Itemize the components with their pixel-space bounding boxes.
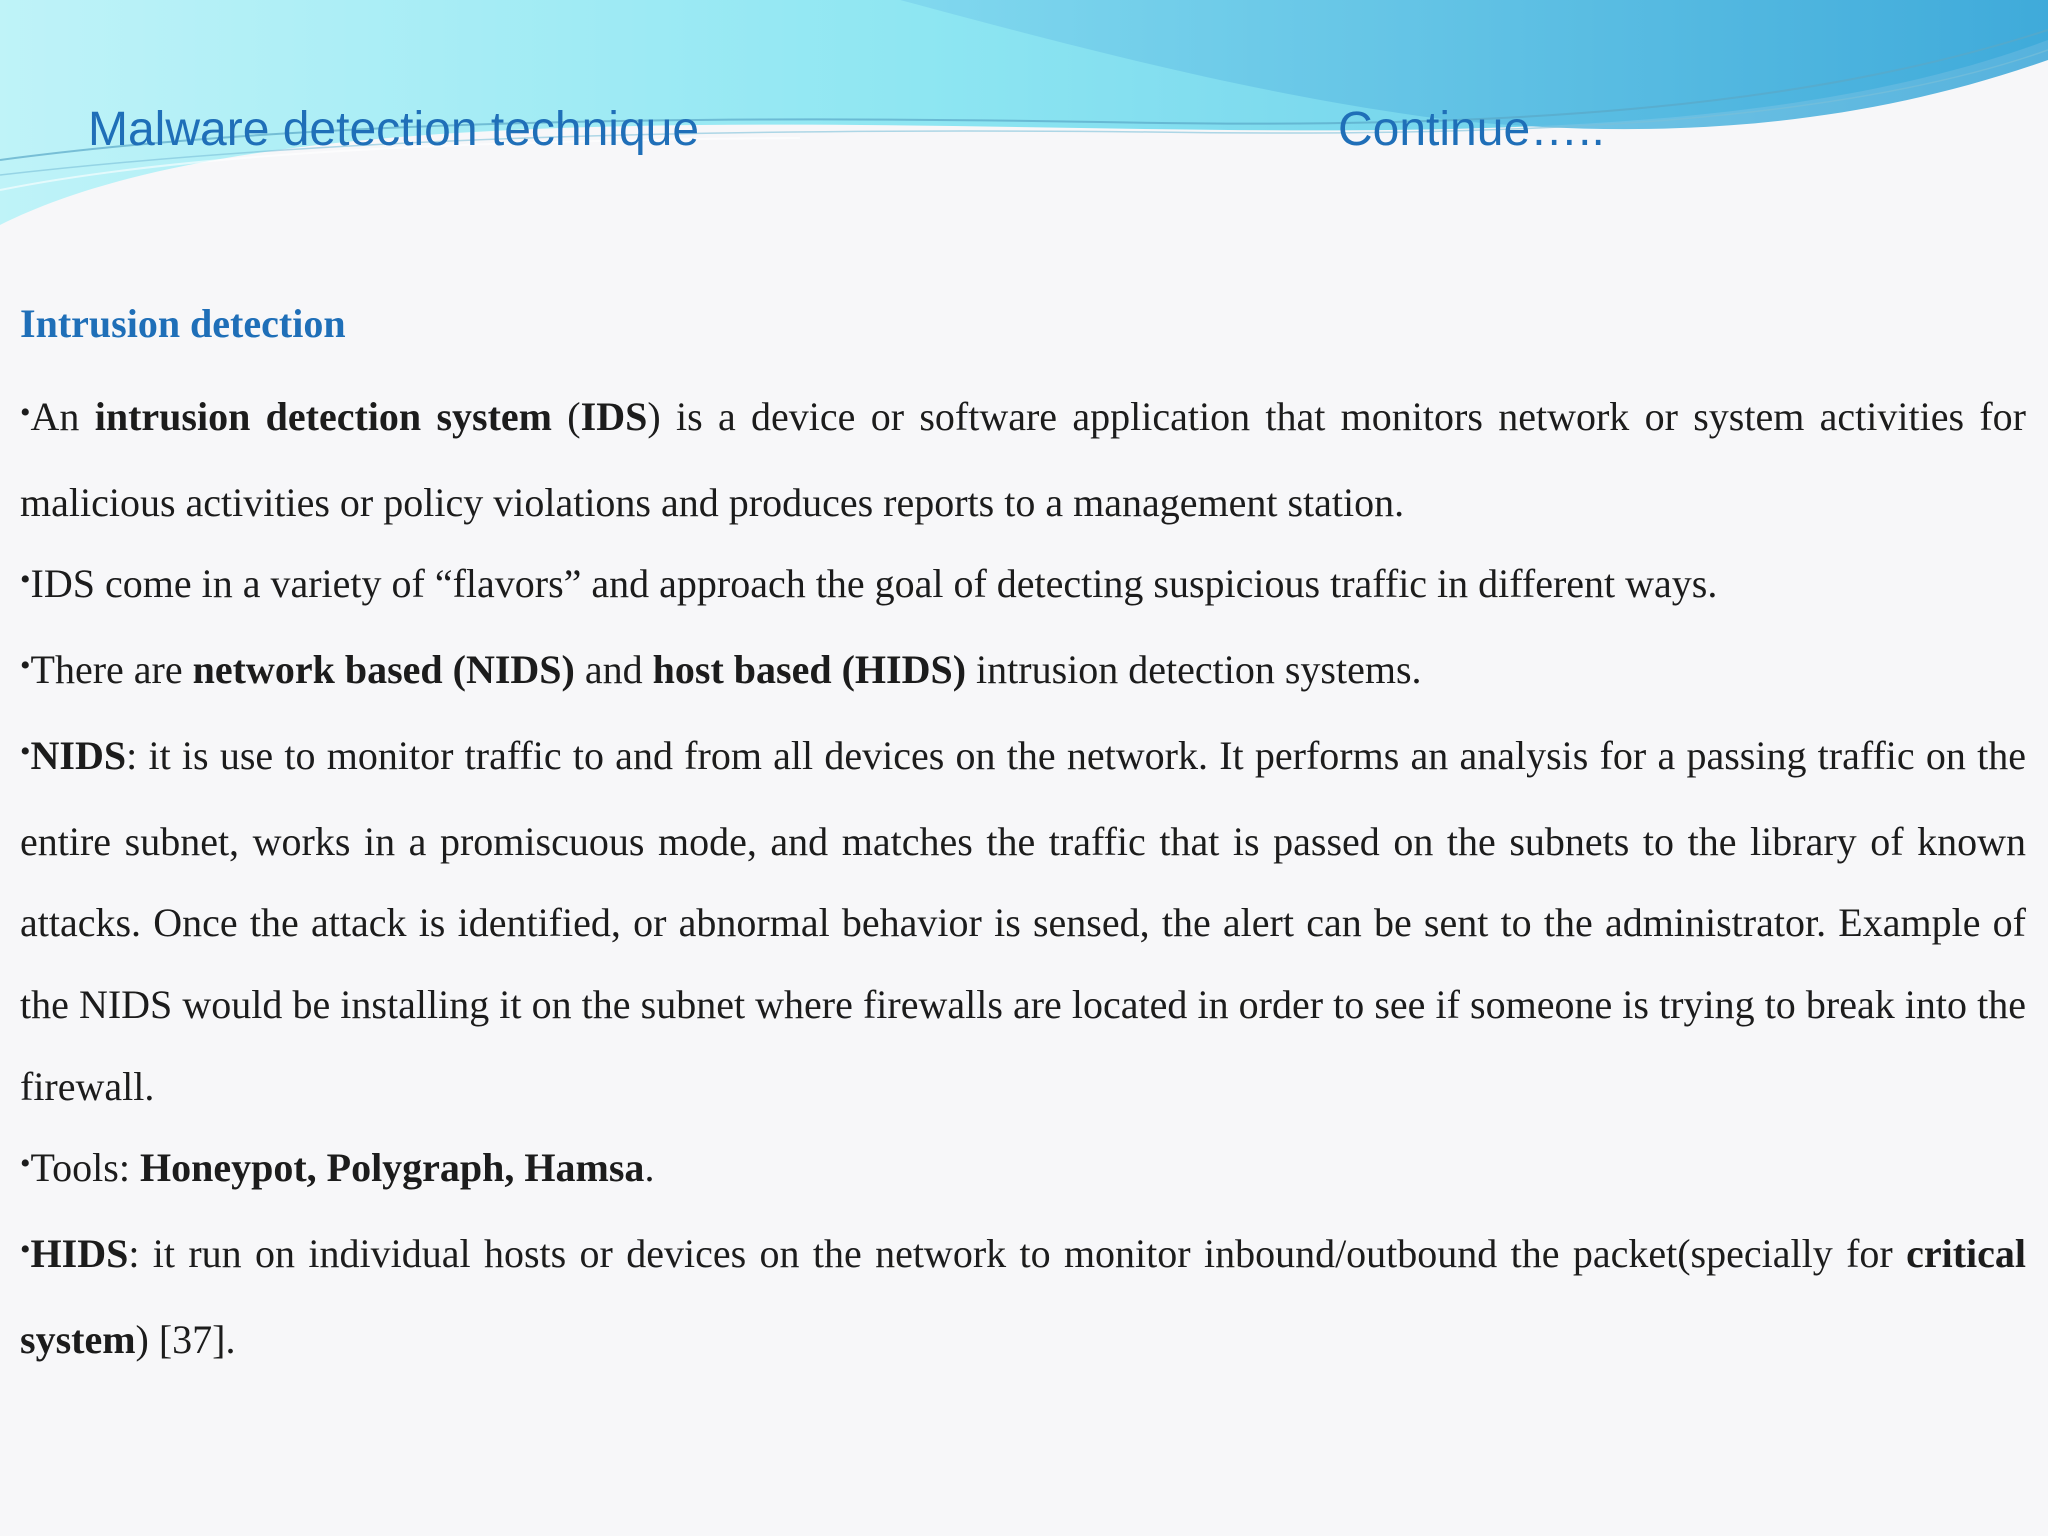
bullet-marker: • <box>20 1147 31 1181</box>
bold-text: NIDS <box>30 732 127 778</box>
bullet-marker: • <box>20 1233 31 1267</box>
text: IDS come in a variety of “flavors” and approach the goal of detecting suspicious traffic in different ways. <box>30 561 1718 607</box>
text: . <box>644 1145 655 1191</box>
text: ) [37]. <box>135 1316 236 1362</box>
text: There are <box>30 647 193 693</box>
bold-text: Honeypot, Polygraph, Hamsa <box>139 1145 645 1191</box>
bullet-hids <box>20 1213 2026 1380</box>
bullet-tools <box>20 1127 2026 1213</box>
text: ) is a device or software application that monitors network or system activities for malicious activities or policy violations and produces reports to a management station. <box>20 394 2026 525</box>
bullet-nids <box>20 715 2026 1128</box>
bullet-marker: • <box>20 649 31 683</box>
text: An <box>30 394 95 439</box>
bullet-ids-flavors <box>20 543 2026 629</box>
text: and <box>574 647 653 693</box>
section-heading: Intrusion detection <box>20 301 346 346</box>
bold-text: network based (NIDS) <box>192 647 575 693</box>
text: : it is use to monitor traffic to and from all devices on the network. It performs an analysis for a passing traffic on the entire subnet, works in a promiscuous mode, and matches the traffic that is passed on the subnets to the library of known attacks. Once the attack is identified, or abnormal behavior is sensed, the alert can be sent to the administrator. Example of the NIDS would be installing it on the subnet where firewalls are located in order to see if someone is trying to break into the firewall. <box>20 732 2026 1109</box>
bold-text: host based (HIDS) <box>652 647 967 693</box>
bold-text: HIDS <box>30 1231 129 1277</box>
text: : it run on individual hosts or devices on the network to monitor inbound/outbound the packet(specially for <box>128 1231 1907 1277</box>
bold-text: IDS <box>580 394 648 439</box>
bullet-ids-definition <box>20 376 2026 543</box>
bullet-marker: • <box>20 734 31 768</box>
bullet-marker: • <box>20 396 31 429</box>
slide-title: Malware detection technique <box>88 103 700 156</box>
bold-text: intrusion detection system <box>94 394 552 439</box>
text: Tools: <box>30 1145 140 1191</box>
text: intrusion detection systems. <box>966 647 1422 693</box>
bullet-ids-types <box>20 629 2026 715</box>
slide-title-continue: Continue….. <box>1338 103 1605 156</box>
text: ( <box>551 394 581 439</box>
slide-body <box>20 376 2026 1380</box>
bullet-marker: • <box>20 563 31 597</box>
bold-text: critical system <box>20 1231 2026 1362</box>
